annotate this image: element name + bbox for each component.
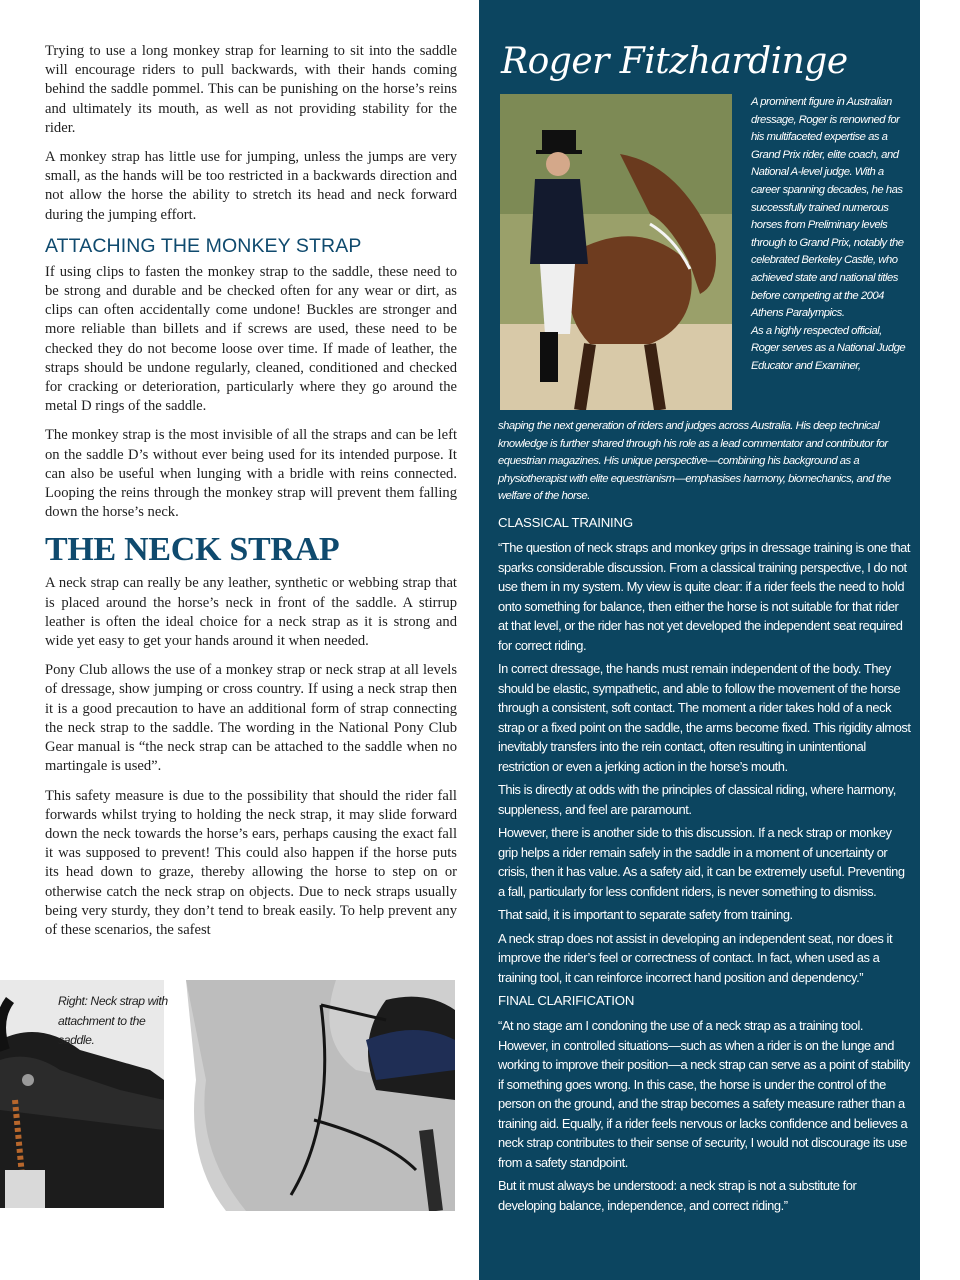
paragraph: A monkey strap has little use for jumping, unless the jumps are very small, as the hands will be too restricted in a backwards direction and not allow the horse the ability to stretch its head and neck forward during the jumping effort.	[45, 149, 457, 223]
paragraph: A neck strap can really be any leather, synthetic or webbing strap that is placed around the horse’s neck in front of the saddle. A stirrup leather is often the ideal choice for a neck strap as it is strong and wide yet easy to get your hands around it when needed.	[45, 575, 457, 650]
sidebar-title: Roger Fitzhardinge	[501, 41, 848, 82]
paragraph: Pony Club allows the use of a monkey strap or neck strap at all levels of dressage, show jumping or cross country. If using a neck strap then it is a good precaution to have an additional form of strap connecting the neck strap to the saddle. The wording in the National Pony Club Gear manual is “the neck strap can be attached to the saddle when no martingale is used”.	[45, 662, 457, 775]
article-column	[45, 42, 457, 950]
paragraph: Trying to use a long monkey strap for learning to sit into the saddle will encourage riders to pull backwards, with their hands coming behind the saddle pommel. This can be punishing on the horse’s reins and ultimately its mouth, as well as not providing stability for the rider.	[45, 43, 457, 136]
rider-portrait-photo	[500, 94, 732, 410]
photo-caption: Right: Neck strap with attachment to the saddle.	[58, 994, 168, 1047]
neck-strap-photo	[186, 980, 455, 1211]
quote-paragraph: A neck strap does not assist in developing an independent seat, nor does it improve the rider’s feel or correctness of contact. In fact, when used as a training tool, it can reinforce incorrect hand position and dependency.”	[498, 930, 893, 985]
quote-paragraph: This is directly at odds with the principles of classical riding, where harmony, suppleness, and feel are paramount.	[498, 782, 896, 817]
bio-text-lower	[498, 418, 910, 506]
sidebar-heading-classical: CLASSICAL TRAINING	[498, 515, 633, 530]
sidebar-heading-final: FINAL CLARIFICATION	[498, 993, 635, 1008]
section-heading-neck-strap: THE NECK STRAP	[45, 531, 340, 569]
sidebar-body	[498, 513, 911, 1219]
bio-paragraph: shaping the next generation of riders and judges across Australia. His deep technical knowledge is further shared through his role as a lead commentator and contributor for equestrian magazines. His unique perspective—combining his background as a physiotherapist with elite equestrianism—emphasises harmony, biomechanics, and the welfare of the horse.	[498, 420, 891, 503]
profile-sidebar	[479, 0, 920, 1280]
quote-paragraph: However, there is another side to this discussion. If a neck strap or monkey grip helps a rider remain safely in the saddle in a moment of uncertainty or crisis, then it has value. As a safety aid, it can be extremely useful. Preventing a fall, particularly for less confident riders, is never something to dismiss.	[498, 825, 905, 899]
paragraph: The monkey strap is the most invisible of all the straps and can be left on the saddle D’s without ever being used for its intended purpose. It can also be useful when lunging with a bridle with reins connected. Looping the reins through the monkey strap will prevent them falling down the horse’s neck.	[45, 427, 457, 521]
section-heading-attaching: ATTACHING THE MONKEY STRAP	[45, 234, 362, 257]
quote-paragraph: “The question of neck straps and monkey grips in dressage training is one that sparks considerable discussion. From a classical training perspective, I do not use them in my system. My view is quite clear: if a rider feels the need to hold onto something for balance, then either the horse is not suitable for that rider at that level, or the rider has not yet developed the independent seat required for correct riding.	[498, 540, 911, 653]
paragraph: This safety measure is due to the possibility that should the rider fall forwards whilst trying to holding the neck strap, it may slide forward down the neck towards the horse’s ears, perhaps causing the exact fall it was supposed to prevent! This could also happen if the horse puts its head down to graze, thereby allowing the horse to step on or otherwise catch the neck strap on objects. Due to neck straps usually being very sturdy, they don’t tend to break easily. To help prevent any of these scenarios, the safest	[45, 787, 457, 938]
quote-paragraph: “At no stage am I condoning the use of a neck strap as a training tool. However, in controlled situations—such as when a rider is on the lunge and working to improve their position—a neck strap can serve as a point of stability if something goes wrong. In this case, the horse is under the control of the person on the ground, and the strap becomes a safety measure rather than a training aid. Equally, if a rider feels nervous or lacks confidence and believes a neck strap contributes to their sense of security, I would not discourage its use from a safety standpoint.	[498, 1018, 910, 1170]
quote-paragraph: That said, it is important to separate safety from training.	[498, 907, 793, 922]
quote-paragraph: In correct dressage, the hands must remain independent of the body. They should be elastic, sympathetic, and able to follow the movement of the horse through a consistent, soft contact. The moment a rider takes hold of a neck strap or a fixed point on the saddle, the arms become fixed. This rigidity almost inevitably transfers into the rein contact, often resulting in unintentional restriction or even a jerking action in the horse’s mouth.	[498, 661, 911, 774]
quote-paragraph: But it must always be understood: a neck strap is not a substitute for developing balance, independence, and correct riding.”	[498, 1178, 857, 1213]
paragraph: If using clips to fasten the monkey strap to the saddle, these need to be strong and durable and be checked often for any wear or dirt, as clips can often accidentally come undone! Buckles are stronger and more reliable than billets and if screws are used, these need to be checked they do not become loose over time. If made of leather, the straps should be undone regularly, cleaned, conditioned and checked for cracking or deterioration, particularly where they go around the metal D rings of the saddle.	[45, 263, 457, 415]
bio-paragraph: A prominent figure in Australian dressage, Roger is renowned for his multifaceted expertise as a Grand Prix rider, elite coach, and National A-level judge. With a career spanning decades, he has successfully trained numerous horses from Preliminary levels through to Grand Prix, notably the celebrated Berkeley Castle, who achieved state and national titles before competing at the 2004 Athens Paralympics.	[751, 96, 904, 320]
bio-paragraph: As a highly respected official, Roger serves as a National Judge Educator and Examiner,	[751, 324, 906, 372]
bio-text-upper	[751, 94, 911, 376]
